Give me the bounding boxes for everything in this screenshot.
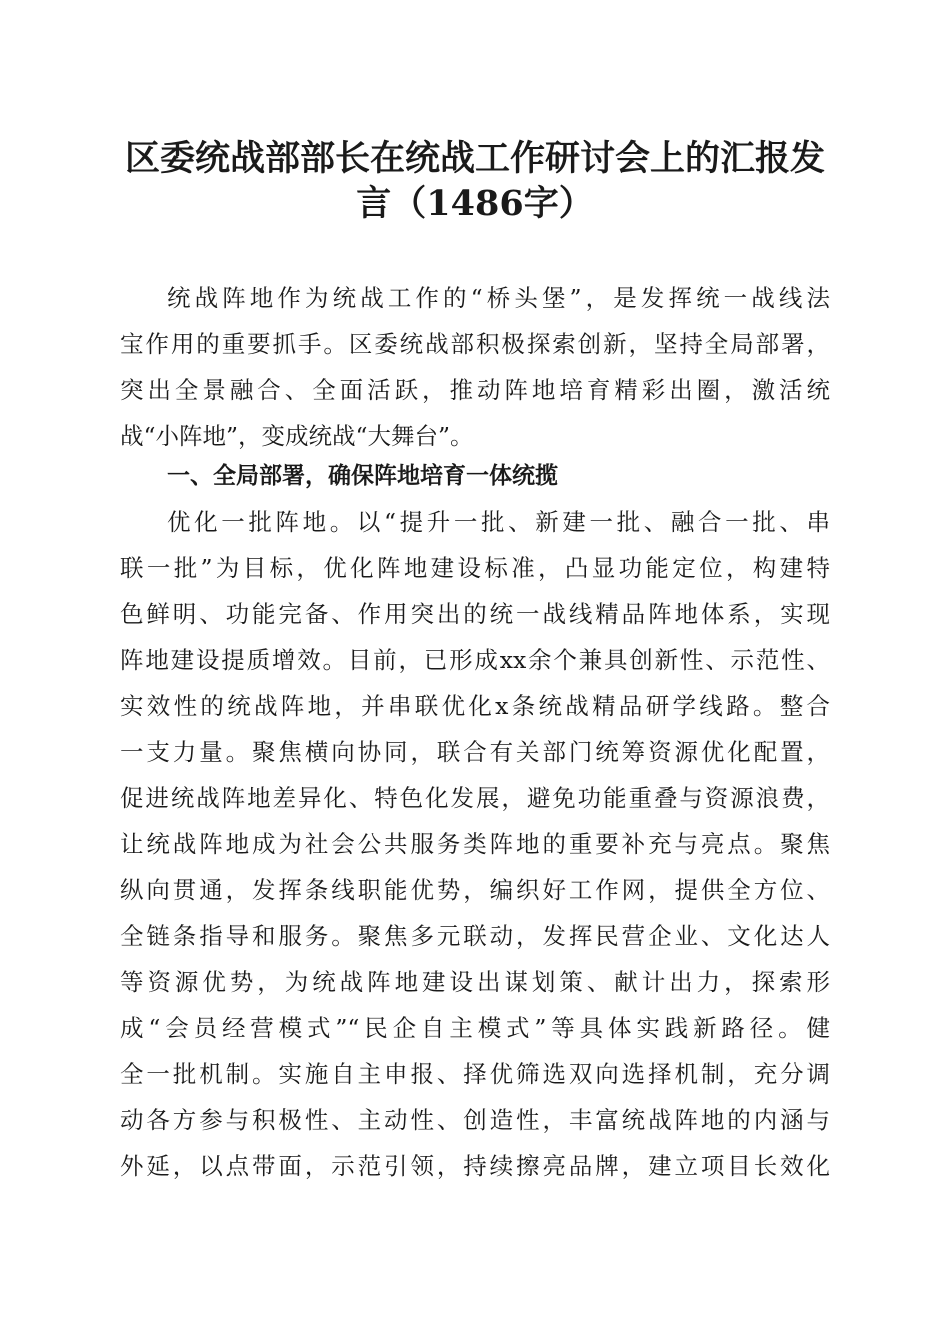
section-1-line-1: 优化一批阵地。以“提升一批、新建一批、融合一批、串 <box>167 508 830 536</box>
section-1-line-2: 联一批”为目标，优化阵地建设标准，凸显功能定位，构建特 <box>120 554 830 582</box>
document-title <box>100 136 850 226</box>
section-1-line-10: 全链条指导和服务。聚焦多元联动，发挥民营企业、文化达人 <box>120 922 830 950</box>
intro-line-2: 宝作用的重要抓手。区委统战部积极探索创新，坚持全局部署， <box>120 330 830 358</box>
section-1-line-5: 实效性的统战阵地，并串联优化x条统战精品研学线路。整合 <box>120 692 830 720</box>
section-1-line-4: 阵地建设提质增效。目前，已形成xx余个兼具创新性、示范性、 <box>120 646 830 674</box>
intro-line-1: 统战阵地作为统战工作的“桥头堡”，是发挥统一战线法 <box>167 284 830 312</box>
intro-line-4: 战“小阵地”，变成统战“大舞台”。 <box>120 422 474 450</box>
title-line-1: 区委统战部部长在统战工作研讨会上的汇报发 <box>124 138 825 179</box>
section-1-line-14: 动各方参与积极性、主动性、创造性，丰富统战阵地的内涵与 <box>120 1106 830 1134</box>
section-1 <box>120 453 830 499</box>
intro-paragraph <box>120 275 830 459</box>
section-1-line-8: 让统战阵地成为社会公共服务类阵地的重要补充与亮点。聚焦 <box>120 830 830 858</box>
section-1-line-6: 一支力量。聚焦横向协同，联合有关部门统筹资源优化配置， <box>120 738 830 766</box>
intro-line-3: 突出全景融合、全面活跃，推动阵地培育精彩出圈，激活统 <box>120 376 830 404</box>
section-1-line-12: 成“会员经营模式”“民企自主模式”等具体实践新路径。健 <box>120 1014 830 1042</box>
section-1-line-11: 等资源优势，为统战阵地建设出谋划策、献计出力，探索形 <box>120 968 830 996</box>
section-1-heading: 一、全局部署，确保阵地培育一体统揽 <box>167 463 558 489</box>
title-line-2: 言（1486字） <box>356 183 594 224</box>
section-1-line-7: 促进统战阵地差异化、特色化发展，避免功能重叠与资源浪费， <box>120 784 830 812</box>
section-1-line-9: 纵向贯通，发挥条线职能优势，编织好工作网，提供全方位、 <box>120 876 830 904</box>
section-1-line-3: 色鲜明、功能完备、作用突出的统一战线精品阵地体系，实现 <box>120 600 830 628</box>
section-1-paragraph <box>120 499 830 1189</box>
section-1-line-13: 全一批机制。实施自主申报、择优筛选双向选择机制，充分调 <box>120 1060 830 1088</box>
section-1-line-15: 外延，以点带面，示范引领，持续擦亮品牌，建立项目长效化 <box>120 1152 830 1180</box>
